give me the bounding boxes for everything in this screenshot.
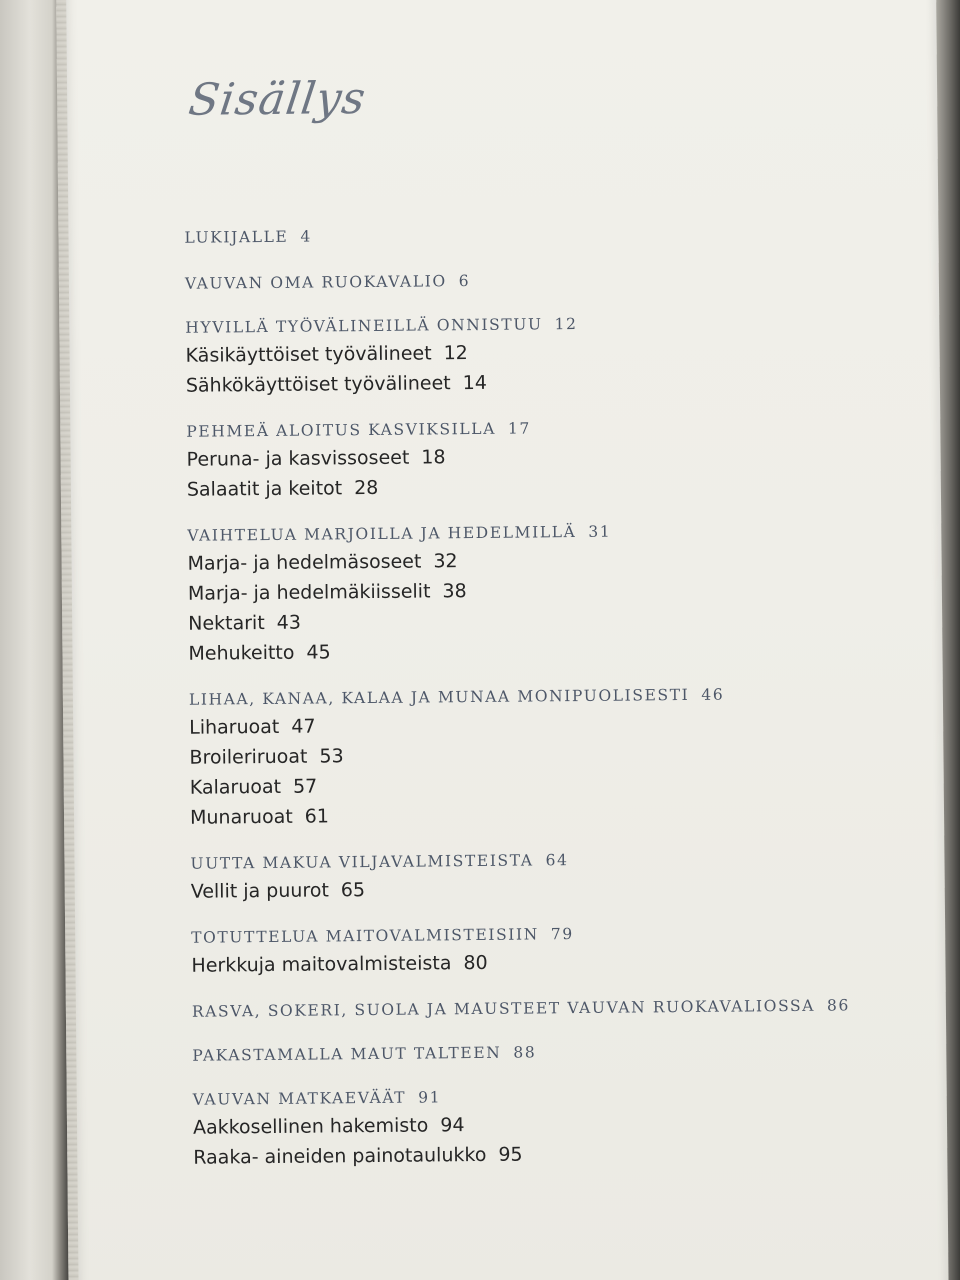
- toc-page-number: 61: [304, 805, 330, 828]
- toc-section: [185, 264, 925, 297]
- toc-page-number: 32: [433, 550, 458, 573]
- toc-page-number: 14: [462, 371, 487, 395]
- toc-section-label: LIHAA, KANAA, KALAA JA MUNAA MONIPUOLISESTI: [188, 685, 690, 709]
- toc-page-number: 4: [300, 227, 312, 246]
- toc-page-number: 28: [354, 476, 379, 500]
- toc-entry-label: Liharuoat: [189, 715, 280, 739]
- toc-page-number: 91: [418, 1088, 442, 1107]
- toc-section-label: VAIHTELUA MARJOILLA JA HEDELMILLÄ: [187, 523, 577, 545]
- toc-entry-label: Kalaruoat: [189, 775, 282, 799]
- toc-page-number: 88: [513, 1043, 537, 1062]
- toc-entry-label: Peruna- ja kasvissoseet: [186, 446, 410, 471]
- toc-page-number: 94: [440, 1114, 465, 1137]
- toc-section: [192, 992, 932, 1025]
- toc-entry-label: Vellit ja puurot: [190, 879, 329, 903]
- toc-entry-label: Herkkuja maitovalmisteista: [191, 952, 452, 977]
- toc-page-number: 80: [463, 951, 488, 975]
- toc-section: [186, 412, 927, 505]
- toc-section-label: RASVA, SOKERI, SUOLA JA MAUSTEET VAUVAN RUOKAVALIOSSA: [191, 996, 816, 1021]
- toc-section-title: [185, 264, 925, 297]
- toc-section-label: PEHMEÄ ALOITUS KASVIKSILLA: [186, 419, 497, 441]
- toc-entry: [190, 796, 930, 833]
- toc-entry: [187, 468, 927, 505]
- toc-section-label: TOTUTTELUA MAITOVALMISTEISIIN: [191, 925, 539, 947]
- toc-entry-label: Nektarit: [188, 612, 265, 635]
- toc-entry-label: Raaka- aineiden painotaulukko: [193, 1143, 487, 1169]
- toc-entry: [191, 944, 931, 981]
- toc-entry: [188, 632, 928, 669]
- toc-section-title: [184, 218, 924, 251]
- toc-section-label: PAKASTAMALLA MAUT TALTEEN: [192, 1043, 502, 1065]
- toc-section: [189, 680, 930, 833]
- toc-entry-label: Marja- ja hedelmäkiisselit: [187, 580, 431, 605]
- toc-page-number: 6: [458, 272, 471, 291]
- toc-entry-label: Sähkökäyttöiset työvälineet: [185, 372, 451, 397]
- toc-section: [191, 918, 932, 981]
- toc-section-title: [192, 1036, 932, 1069]
- toc-section: [193, 1080, 934, 1173]
- toc-section: [184, 218, 924, 251]
- page-title: Sisällys: [185, 72, 370, 126]
- toc-entry-label: Salaatit ja keitot: [186, 477, 343, 501]
- toc-page-number: 57: [292, 775, 318, 798]
- toc-entry: [186, 364, 926, 401]
- toc-section: [187, 516, 928, 669]
- toc-entry-label: Munaruoat: [189, 805, 293, 829]
- toc-section: [185, 308, 926, 401]
- toc-page-number: 17: [507, 419, 531, 438]
- table-of-contents: [184, 218, 933, 1191]
- toc-page-number: 12: [554, 315, 578, 334]
- toc-page-number: 18: [421, 446, 446, 469]
- toc-page-number: 86: [826, 996, 851, 1015]
- toc-section-label: HYVILLÄ TYÖVÄLINEILLÄ ONNISTUU: [185, 315, 543, 337]
- toc-page-number: 45: [306, 641, 331, 664]
- toc-entry-label: Mehukeitto: [188, 641, 295, 665]
- toc-page-number: 79: [550, 925, 574, 944]
- toc-page-number: 31: [588, 522, 612, 541]
- toc-section-label: VAUVAN MATKAEVÄÄT: [192, 1088, 407, 1109]
- toc-page-number: 12: [443, 342, 468, 365]
- toc-entry: [191, 870, 931, 907]
- toc-page-number: 47: [291, 715, 316, 738]
- toc-page-number: 53: [319, 745, 344, 768]
- toc-page-number: 43: [276, 611, 302, 634]
- toc-section-label: UUTTA MAKUA VILJAVALMISTEISTA: [190, 851, 534, 873]
- toc-entry-label: Käsikäyttöiset työvälineet: [185, 342, 432, 367]
- toc-section-label: LUKIJALLE: [184, 227, 289, 247]
- book-page: [56, 0, 949, 1280]
- toc-page-number: 46: [701, 685, 725, 704]
- toc-section: [192, 1036, 932, 1069]
- toc-page-number: 64: [545, 851, 569, 870]
- toc-page-number: 65: [340, 879, 366, 902]
- toc-page-number: 95: [498, 1143, 523, 1166]
- toc-entry-label: Aakkosellinen hakemisto: [192, 1114, 429, 1139]
- toc-section-title: [192, 992, 932, 1025]
- toc-entry-label: Broileriruoat: [189, 745, 308, 769]
- toc-section-label: VAUVAN OMA RUOKAVALIO: [184, 272, 447, 293]
- toc-section: [190, 844, 931, 907]
- toc-page-number: 38: [442, 580, 467, 603]
- toc-entry-label: Marja- ja hedelmäsoseet: [187, 550, 422, 575]
- toc-entry: [193, 1136, 933, 1173]
